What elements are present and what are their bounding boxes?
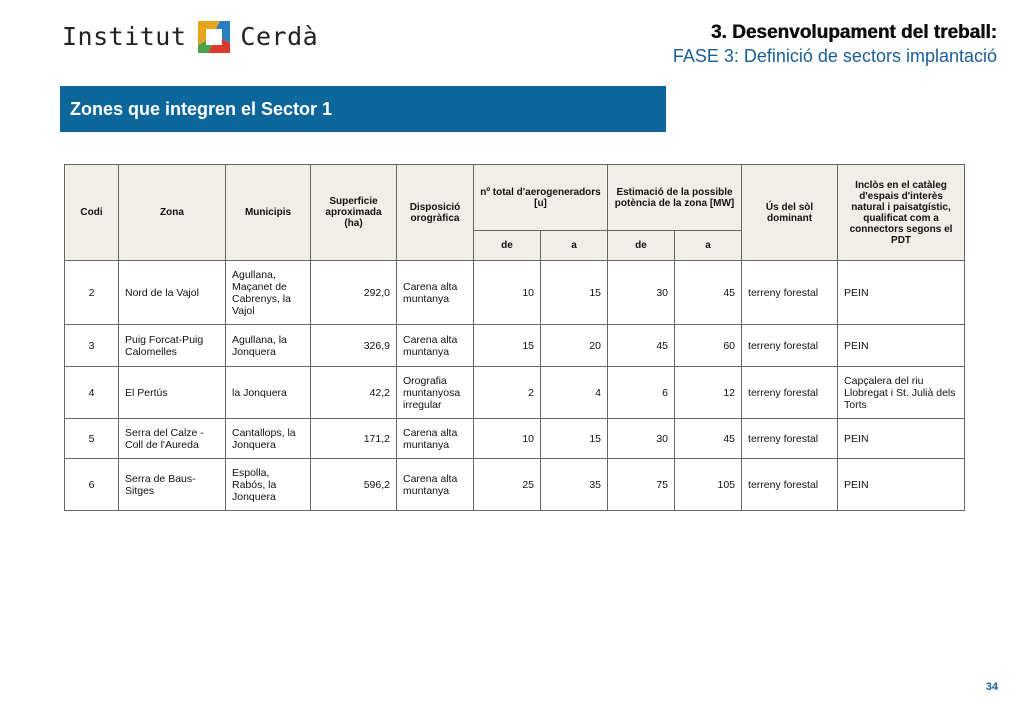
institut-cerda-logo <box>62 17 318 57</box>
cell-municipis: Cantallops, la Jonquera <box>226 419 311 459</box>
cell-aero-de: 10 <box>474 261 541 325</box>
page-banner: Zones que integren el Sector 1 <box>60 86 666 132</box>
header-superficie: Superficie aproximada (ha) <box>311 165 397 261</box>
cell-superficie: 42,2 <box>311 367 397 419</box>
cell-zona: Serra de Baus-Sitges <box>119 459 226 511</box>
zones-table <box>64 164 965 511</box>
cell-us-sol: terreny forestal <box>742 367 838 419</box>
cell-aero-de: 2 <box>474 367 541 419</box>
header-municipis: Municipis <box>226 165 311 261</box>
cell-codi: 5 <box>65 419 119 459</box>
cell-us-sol: terreny forestal <box>742 419 838 459</box>
cell-zona: El Pertús <box>119 367 226 419</box>
cell-pot-a: 105 <box>675 459 742 511</box>
cell-municipis: Espolla, Rabós, la Jonquera <box>226 459 311 511</box>
section-title: 3. Desenvolupament del treball: <box>710 22 997 43</box>
cell-disposicio: Carena alta muntanya <box>397 325 474 367</box>
cell-us-sol: terreny forestal <box>742 261 838 325</box>
header-cataleg: Inclòs en el catàleg d'espais d'interès natural i paisatgístic, qualificat com a connectors segons el PDT <box>838 165 965 261</box>
cell-codi: 4 <box>65 367 119 419</box>
cell-superficie: 292,0 <box>311 261 397 325</box>
cell-zona: Serra del Calze - Coll de l'Aureda <box>119 419 226 459</box>
cell-aero-a: 35 <box>541 459 608 511</box>
cell-cataleg: PEIN <box>838 261 965 325</box>
cell-pot-de: 45 <box>608 325 675 367</box>
header-pot-de: de <box>608 231 675 261</box>
header-pot-a: a <box>675 231 742 261</box>
header-disposicio: Disposició orogràfica <box>397 165 474 261</box>
logo-text-cerda: Cerdà <box>240 22 319 51</box>
cell-pot-a: 12 <box>675 367 742 419</box>
section-subtitle: FASE 3: Definició de sectors implantació <box>672 46 997 66</box>
header-potencia: Estimació de la possible potència de la zona [MW] <box>608 165 742 231</box>
table-row <box>65 459 965 511</box>
cell-pot-de: 75 <box>608 459 675 511</box>
cell-aero-de: 15 <box>474 325 541 367</box>
cell-cataleg: PEIN <box>838 325 965 367</box>
cell-codi: 3 <box>65 325 119 367</box>
cerda-logo-icon <box>196 19 232 55</box>
cell-superficie: 596,2 <box>311 459 397 511</box>
header-us-sol: Ús del sòl dominant <box>742 165 838 261</box>
cell-zona: Puig Forcat-Puig Calomelles <box>119 325 226 367</box>
table-row <box>65 261 965 325</box>
cell-disposicio: Orografia muntanyosa irregular <box>397 367 474 419</box>
cell-aero-a: 15 <box>541 419 608 459</box>
table-row <box>65 419 965 459</box>
cell-codi: 6 <box>65 459 119 511</box>
cell-zona: Nord de la Vajol <box>119 261 226 325</box>
cell-municipis: Agullana, la Jonquera <box>226 325 311 367</box>
cell-pot-de: 6 <box>608 367 675 419</box>
cell-pot-a: 45 <box>675 261 742 325</box>
cell-superficie: 326,9 <box>311 325 397 367</box>
header-aerogeneradors: nº total d'aerogeneradors [u] <box>474 165 608 231</box>
table-row <box>65 367 965 419</box>
page-number: 34 <box>985 681 998 693</box>
cell-pot-de: 30 <box>608 261 675 325</box>
cell-us-sol: terreny forestal <box>742 325 838 367</box>
cell-pot-de: 30 <box>608 419 675 459</box>
header-zona: Zona <box>119 165 226 261</box>
logo-text-institut: Institut <box>62 22 187 51</box>
header-aero-a: a <box>541 231 608 261</box>
cell-aero-a: 15 <box>541 261 608 325</box>
cell-aero-a: 4 <box>541 367 608 419</box>
cell-cataleg: Capçalera del riu Llobregat i St. Julià dels Torts <box>838 367 965 419</box>
cell-municipis: la Jonquera <box>226 367 311 419</box>
header-codi: Codi <box>65 165 119 261</box>
cell-pot-a: 45 <box>675 419 742 459</box>
cell-cataleg: PEIN <box>838 419 965 459</box>
cell-aero-a: 20 <box>541 325 608 367</box>
cell-disposicio: Carena alta muntanya <box>397 419 474 459</box>
cell-pot-a: 60 <box>675 325 742 367</box>
cell-codi: 2 <box>65 261 119 325</box>
cell-aero-de: 10 <box>474 419 541 459</box>
cell-disposicio: Carena alta muntanya <box>397 261 474 325</box>
cell-disposicio: Carena alta muntanya <box>397 459 474 511</box>
cell-aero-de: 25 <box>474 459 541 511</box>
cell-cataleg: PEIN <box>838 459 965 511</box>
cell-superficie: 171,2 <box>311 419 397 459</box>
cell-us-sol: terreny forestal <box>742 459 838 511</box>
cell-municipis: Agullana, Maçanet de Cabrenys, la Vajol <box>226 261 311 325</box>
header-aero-de: de <box>474 231 541 261</box>
table-row <box>65 325 965 367</box>
